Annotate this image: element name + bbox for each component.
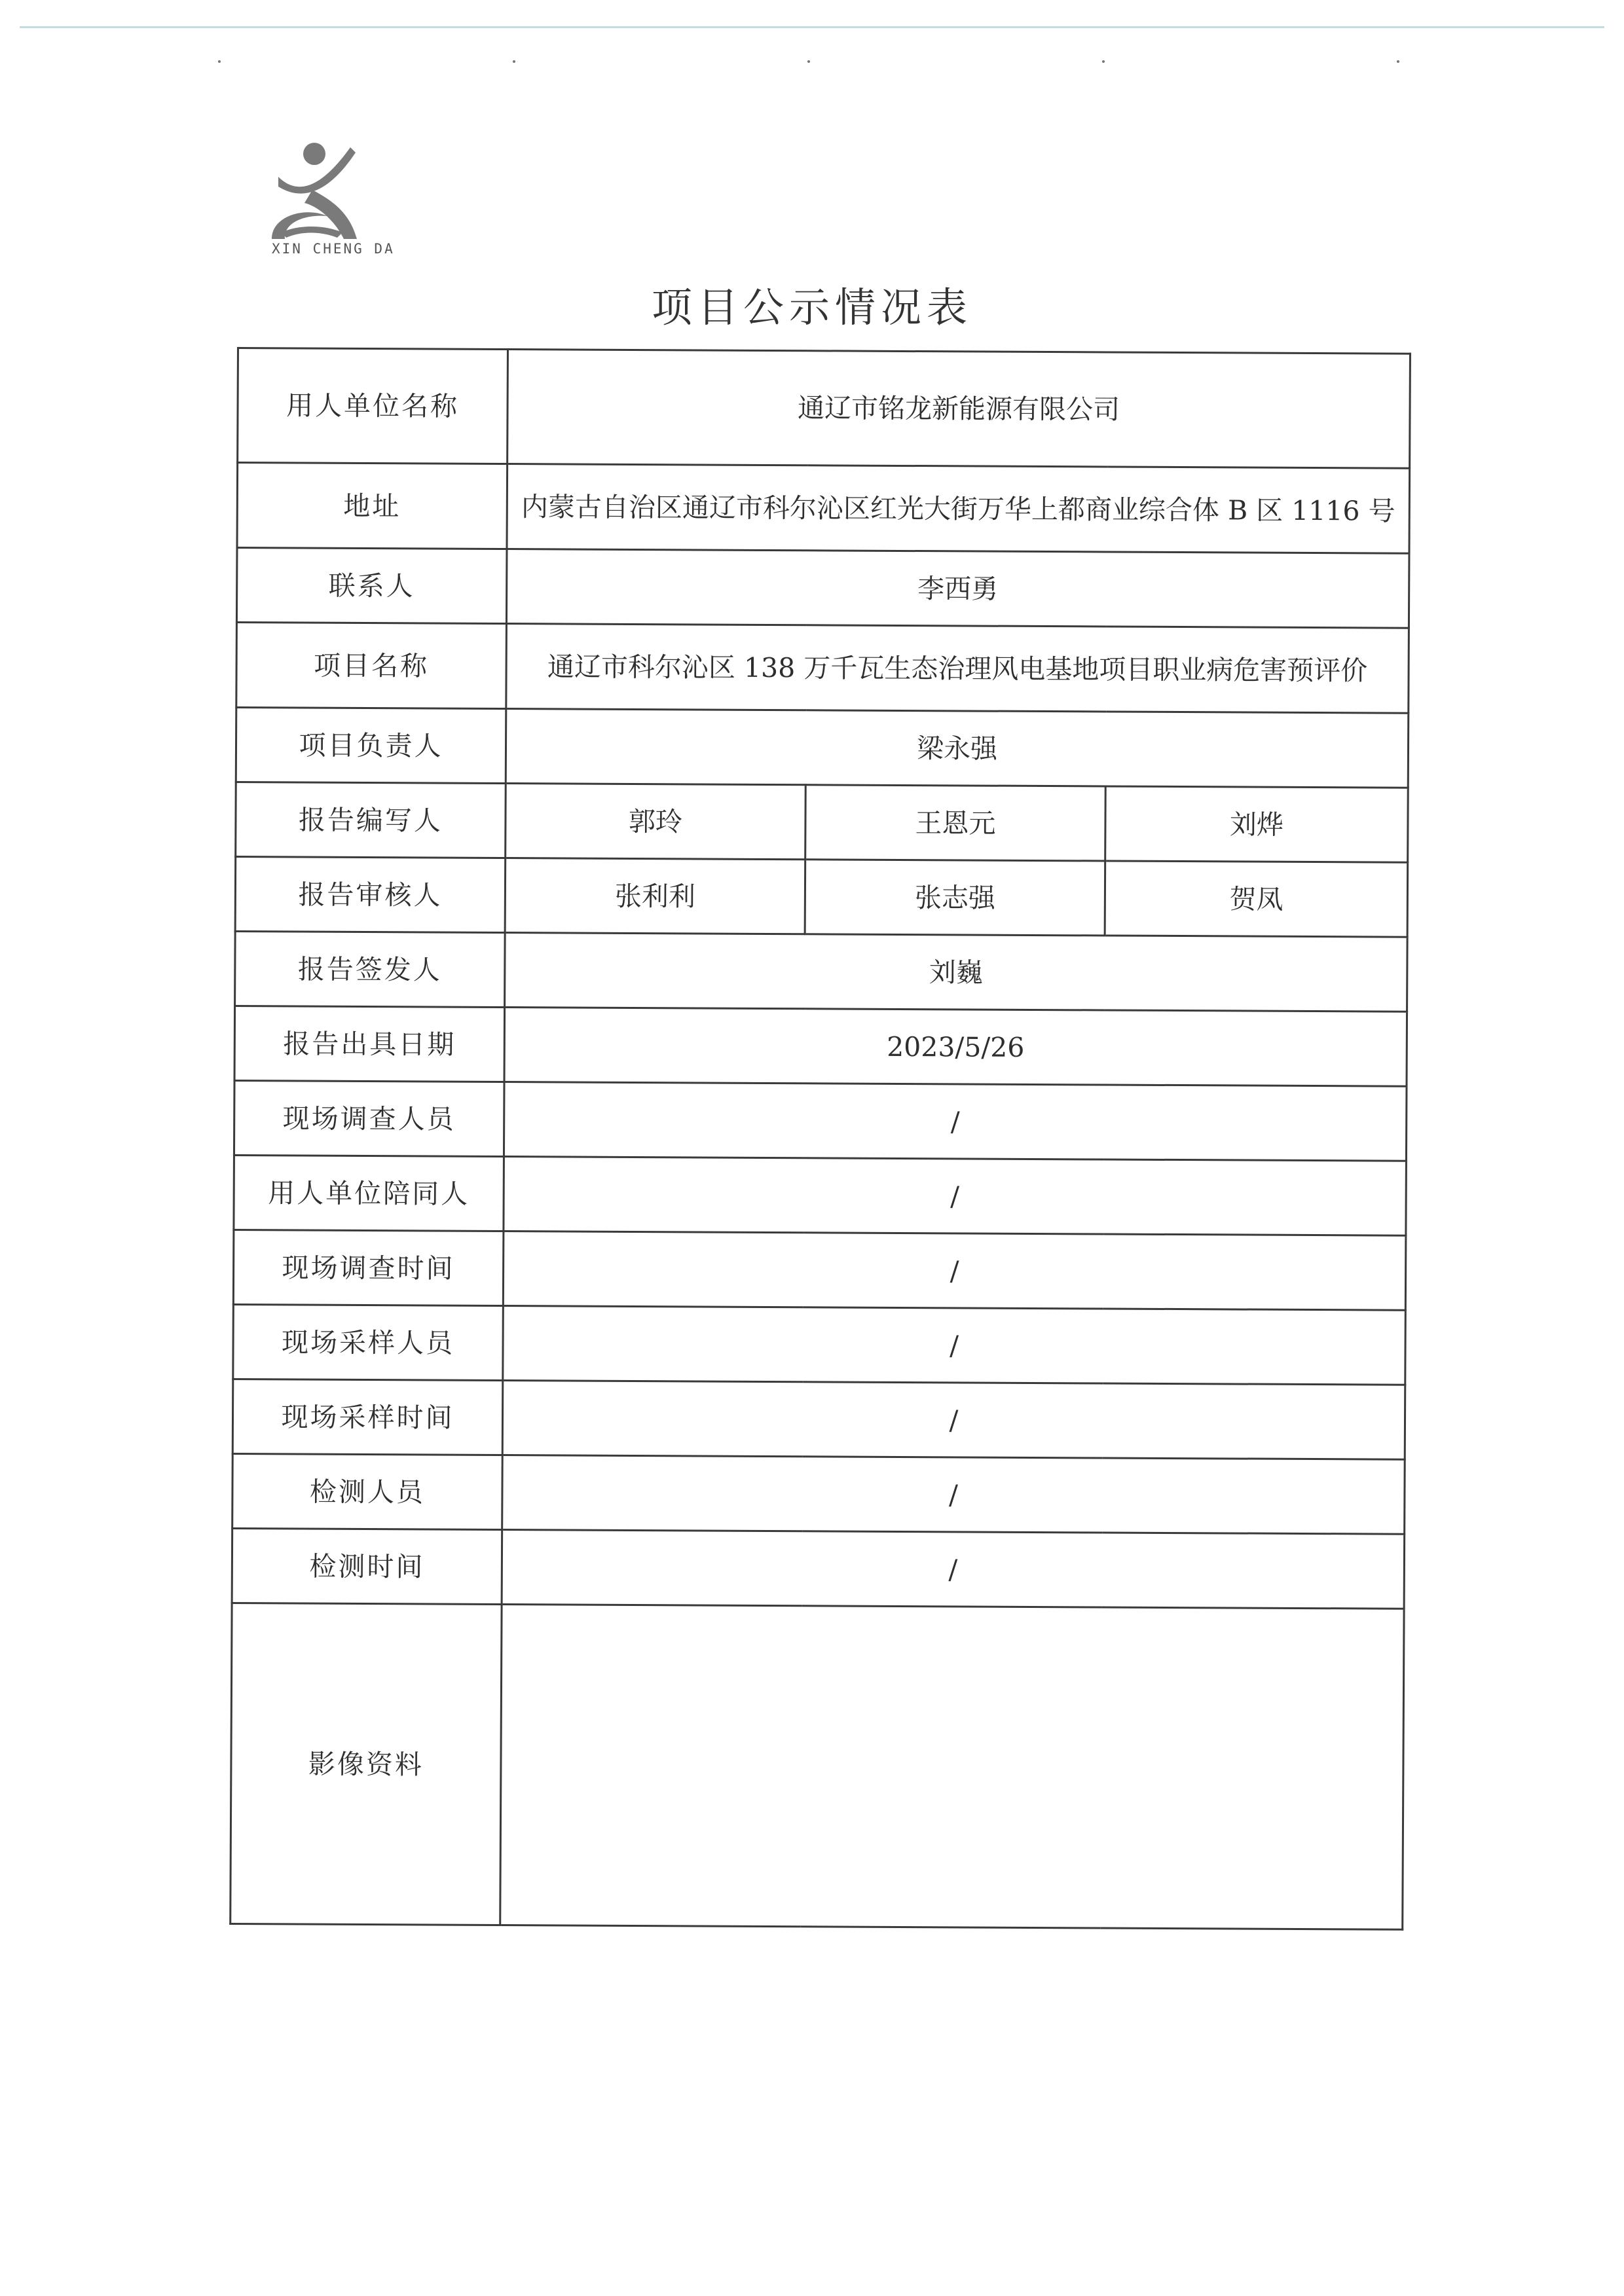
report-reviewers-label: 报告审核人 bbox=[235, 856, 506, 932]
table-row bbox=[234, 1080, 1407, 1161]
employer-escort-label: 用人单位陪同人 bbox=[234, 1155, 504, 1231]
table-row bbox=[238, 348, 1411, 469]
contact-label: 联系人 bbox=[236, 548, 507, 624]
logo-text: XIN CHENG DA bbox=[272, 241, 395, 257]
report-writers-label: 报告编写人 bbox=[236, 782, 506, 858]
testing-time-value: / bbox=[502, 1529, 1405, 1609]
scan-speck bbox=[807, 60, 810, 63]
table-row bbox=[231, 1603, 1404, 1929]
site-sampling-staff-value: / bbox=[503, 1306, 1406, 1385]
employer-escort-value: / bbox=[504, 1157, 1407, 1236]
report-reviewer-3: 贺凤 bbox=[1105, 861, 1408, 937]
scan-speck bbox=[1102, 60, 1105, 63]
table-row bbox=[235, 856, 1408, 937]
table-row bbox=[232, 1379, 1405, 1459]
report-writer-2: 王恩元 bbox=[805, 785, 1106, 861]
table-row bbox=[235, 931, 1408, 1011]
table-row bbox=[233, 1304, 1406, 1385]
project-lead-label: 项目负责人 bbox=[236, 708, 506, 784]
testing-time-label: 检测时间 bbox=[232, 1528, 502, 1604]
report-reviewer-2: 张志强 bbox=[805, 860, 1105, 936]
project-info-table bbox=[229, 347, 1411, 1931]
scan-speck bbox=[513, 60, 515, 63]
table-row bbox=[234, 1155, 1407, 1235]
report-issuer-value: 刘巍 bbox=[505, 933, 1408, 1012]
table-row bbox=[232, 1528, 1405, 1609]
scan-speck bbox=[218, 60, 221, 63]
site-sampling-time-label: 现场采样时间 bbox=[232, 1379, 503, 1455]
report-issuer-label: 报告签发人 bbox=[235, 931, 506, 1007]
page-title: 项目公示情况表 bbox=[651, 283, 972, 331]
table-row bbox=[236, 548, 1409, 629]
site-survey-time-label: 现场调查时间 bbox=[233, 1230, 504, 1305]
employer-name-value: 通辽市铭龙新能源有限公司 bbox=[507, 350, 1411, 469]
address-label: 地址 bbox=[237, 463, 507, 549]
site-sampling-staff-label: 现场采样人员 bbox=[233, 1304, 504, 1380]
report-reviewer-1: 张利利 bbox=[505, 858, 805, 934]
table-row bbox=[234, 1006, 1407, 1086]
site-sampling-time-value: / bbox=[502, 1381, 1405, 1460]
site-survey-staff-label: 现场调查人员 bbox=[234, 1080, 504, 1156]
site-survey-staff-value: / bbox=[504, 1082, 1407, 1161]
image-data-value bbox=[500, 1604, 1404, 1929]
report-date-label: 报告出具日期 bbox=[234, 1006, 505, 1082]
project-name-label: 项目名称 bbox=[236, 623, 507, 709]
report-writer-1: 郭玲 bbox=[506, 784, 806, 860]
address-value: 内蒙古自治区通辽市科尔沁区红光大街万华上都商业综合体 B 区 1116 号 bbox=[507, 464, 1410, 554]
employer-name-label: 用人单位名称 bbox=[238, 348, 508, 464]
project-lead-value: 梁永强 bbox=[506, 709, 1409, 788]
testing-staff-value: / bbox=[502, 1455, 1405, 1535]
report-date-value: 2023/5/26 bbox=[504, 1008, 1407, 1087]
contact-value: 李西勇 bbox=[506, 549, 1409, 629]
site-survey-time-value: / bbox=[503, 1231, 1406, 1311]
table-row bbox=[233, 1230, 1406, 1310]
scan-speck bbox=[1397, 60, 1399, 63]
top-edge-line bbox=[20, 26, 1604, 28]
table-row bbox=[236, 708, 1409, 788]
table-row bbox=[232, 1453, 1405, 1534]
table-row bbox=[236, 623, 1409, 714]
image-data-label: 影像资料 bbox=[231, 1603, 502, 1925]
table-row bbox=[237, 463, 1410, 554]
project-name-value: 通辽市科尔沁区 138 万千瓦生态治理风电基地项目职业病危害预评价 bbox=[506, 624, 1409, 714]
table-row bbox=[236, 782, 1409, 862]
testing-staff-label: 检测人员 bbox=[232, 1453, 503, 1529]
report-writer-3: 刘烨 bbox=[1105, 786, 1409, 862]
